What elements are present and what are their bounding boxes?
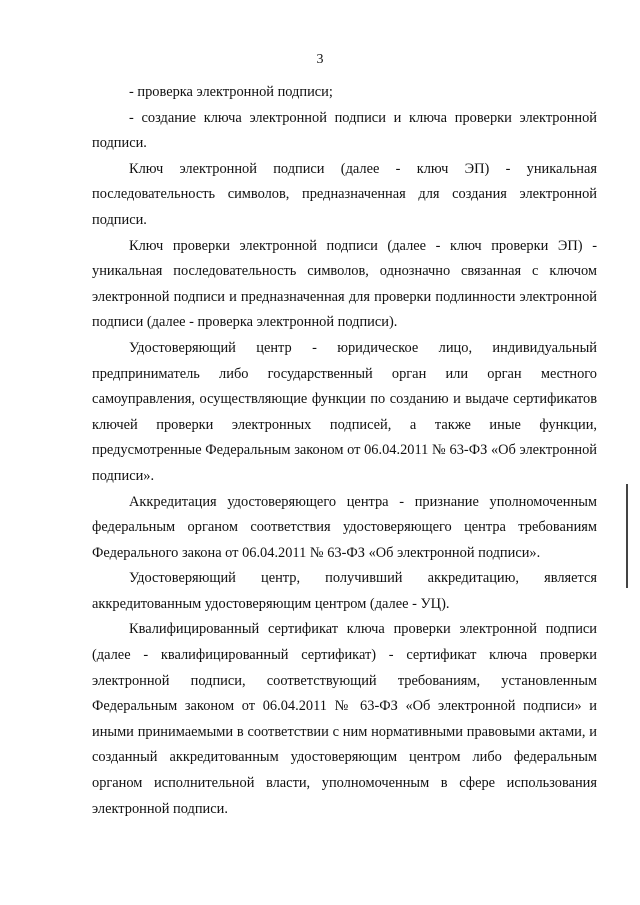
paragraph-accredited-center: Удостоверяющий центр, получивший аккредитацию, является аккредитованным удостоверяющим центром (далее - УЦ).	[92, 570, 597, 612]
paragraph-key-creation: - создание ключа электронной подписи и ключа проверки электронной подписи.	[92, 109, 597, 152]
paragraph-certification-center-definition: Удостоверяющий центр - юридическое лицо, индивидуальный предприниматель либо государственный орган или орган местного самоуправления, осуществляющие функции по созданию и выдаче сертификатов ключей проверки электронных подписей, а также иные функции, предусмотренные Федеральным законом от 06.04.2011 № 63-ФЗ «Об электронной подписи».	[92, 339, 597, 484]
paragraph-signature-verification: - проверка электронной подписи;	[129, 84, 333, 100]
paragraph-signature-key-definition: Ключ электронной подписи (далее - ключ ЭП) - уникальная последовательность символов, предназначенная для создания электронной подписи.	[92, 160, 597, 228]
document-body	[92, 80, 597, 822]
paragraph-accreditation-definition: Аккредитация удостоверяющего центра - признание уполномоченным федеральным органом соответствия удостоверяющего центра требованиям Федерального закона от 06.04.2011 № 63-ФЗ «Об электронной подписи».	[92, 493, 597, 561]
scan-edge-mark	[626, 484, 628, 588]
paragraph-verification-key-definition: Ключ проверки электронной подписи (далее - ключ проверки ЭП) - уникальная последовательность символов, однозначно связанная с ключом электронной подписи и предназначенная для проверки подлинности электронной подписи (далее - проверка электронной подписи).	[92, 237, 597, 331]
paragraph-qualified-certificate: Квалифицированный сертификат ключа проверки электронной подписи (далее - квалифицированный сертификат) - сертификат ключа проверки электронной подписи, соответствующий требованиям, установленным Федеральным законом от 06.04.2011 № 63-ФЗ «Об электронной подписи» и иными принимаемыми в соответствии с ним нормативными правовыми актами, и созданный аккредитованным удостоверяющим центром либо федеральным органом исполнительной власти, уполномоченным в сфере использования электронной подписи.	[92, 621, 597, 817]
page-number: 3	[316, 52, 324, 67]
